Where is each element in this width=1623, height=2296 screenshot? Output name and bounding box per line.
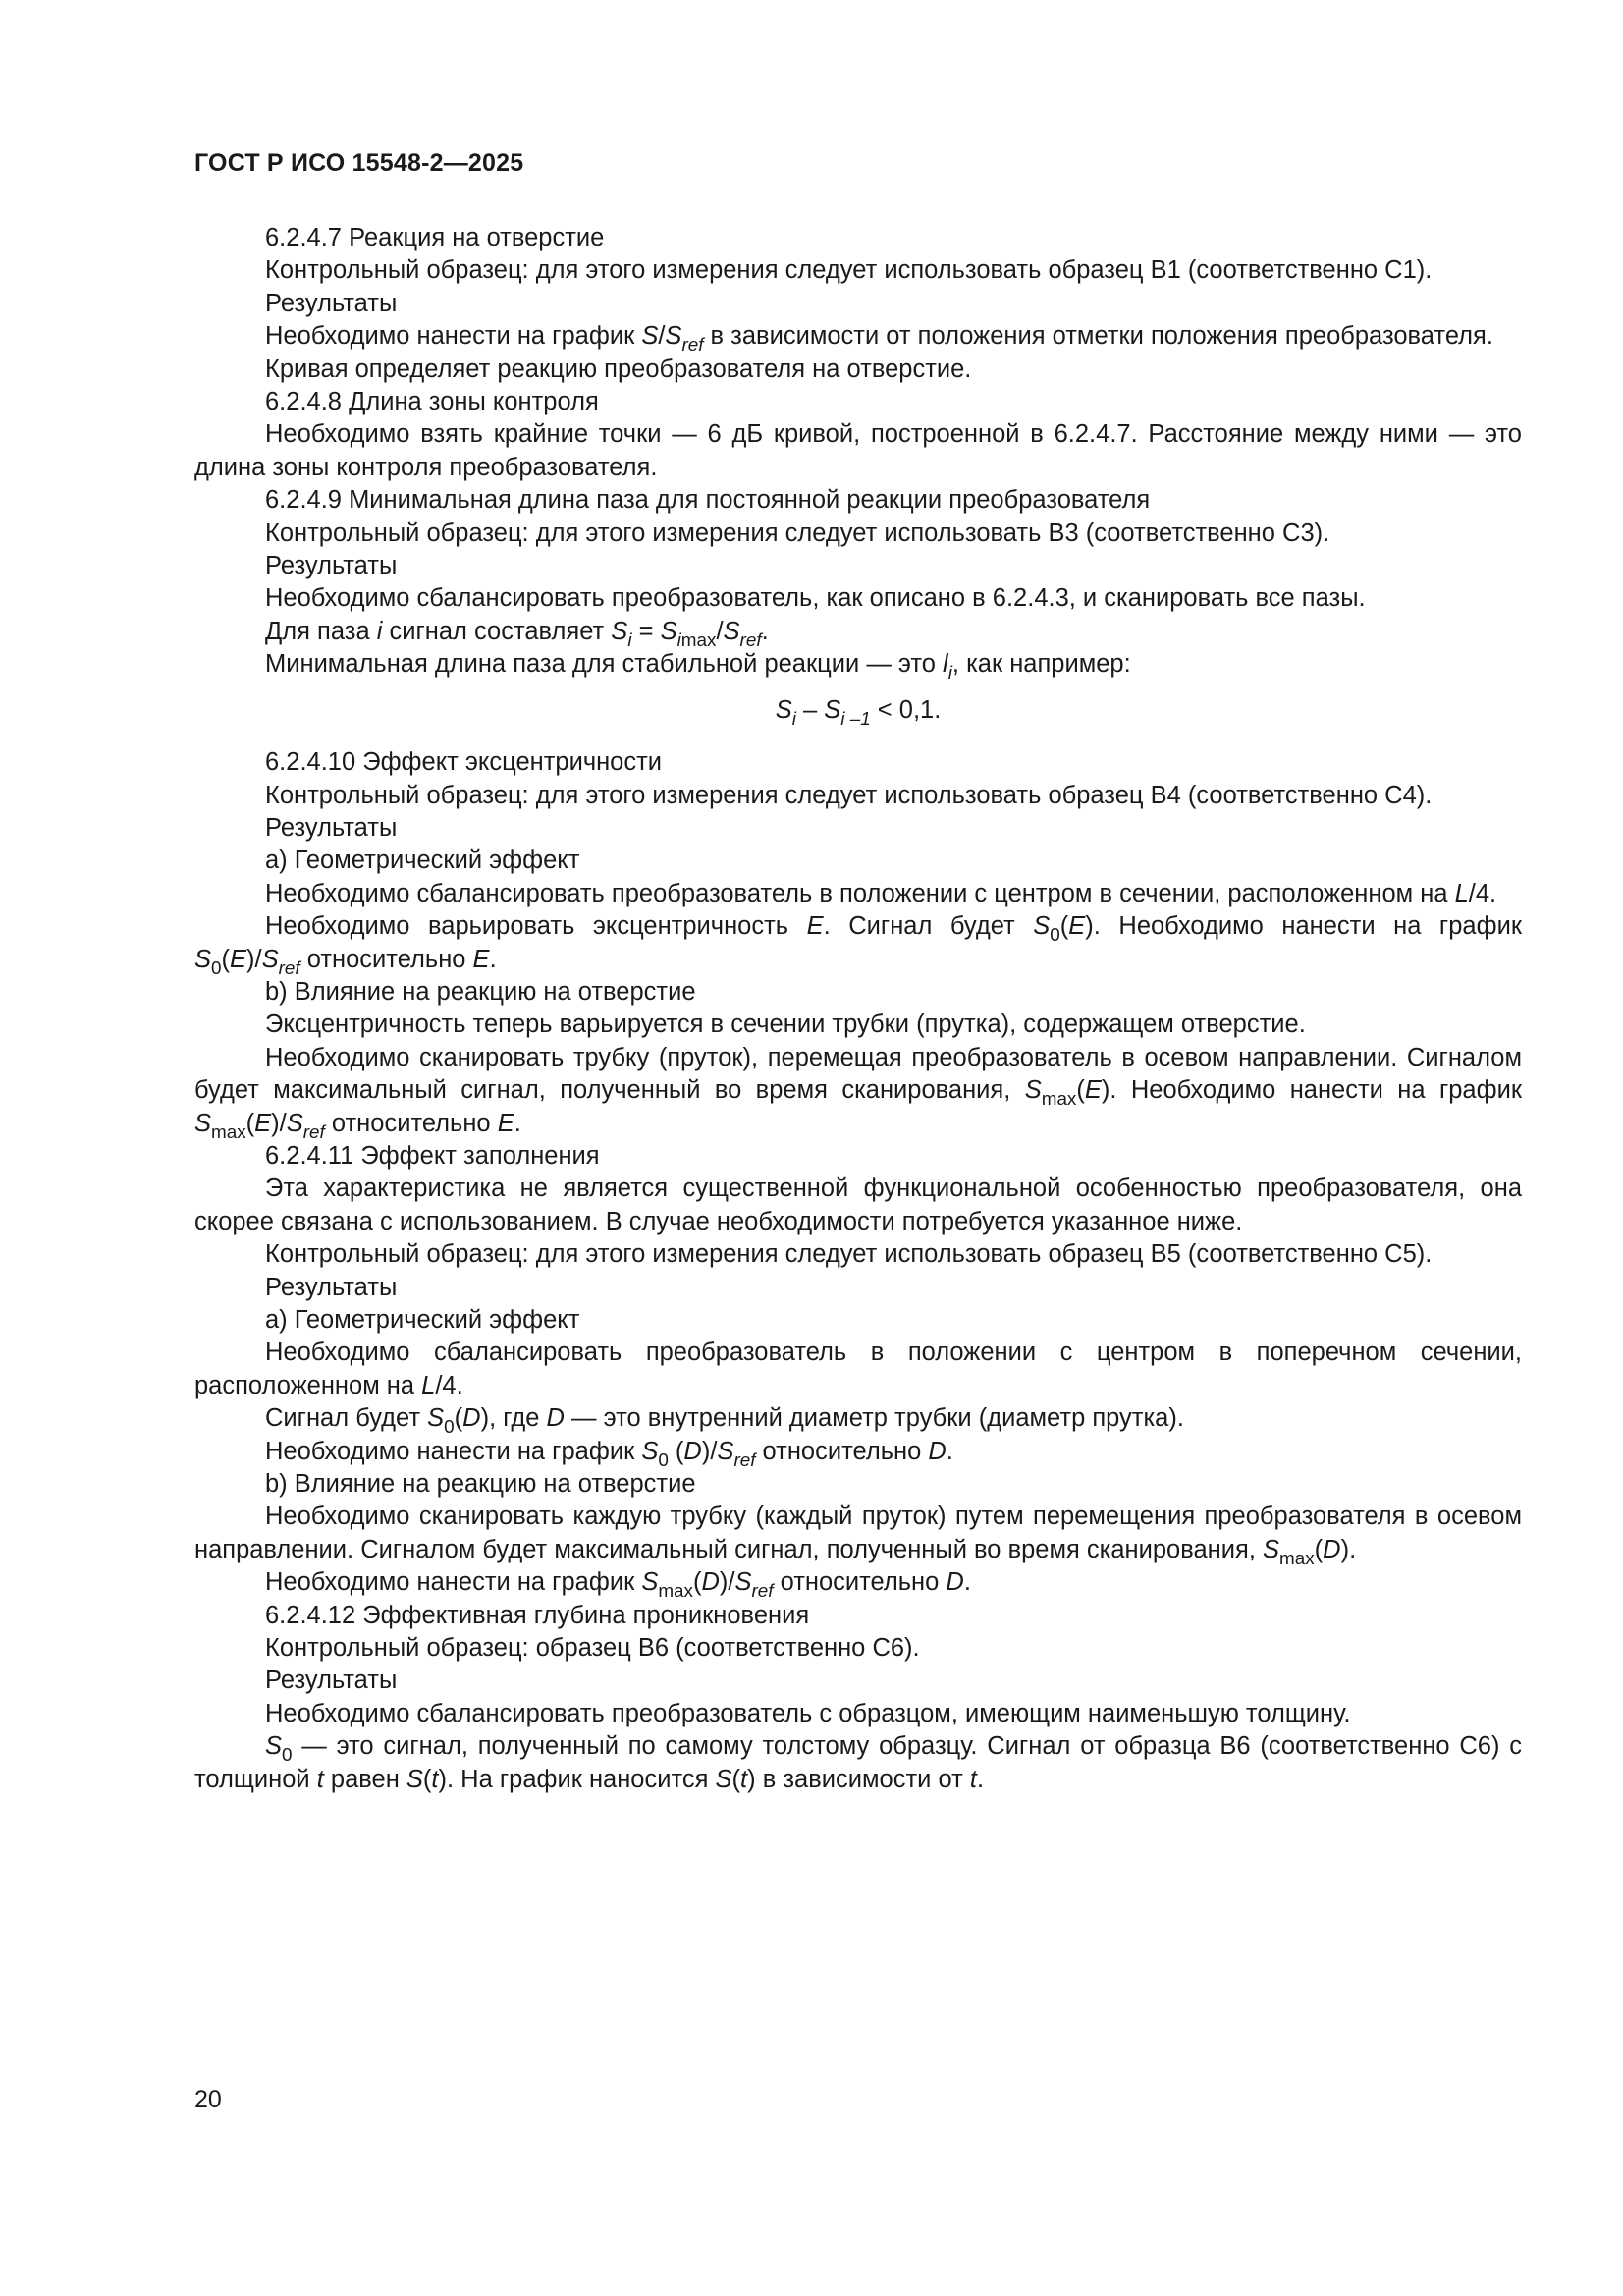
section-heading-6247: 6.2.4.7 Реакция на отверстие — [265, 224, 605, 251]
paragraph: Необходимо сканировать трубку (пруток), перемещая преобразователь в осевом направлении. Сигналом будет максимальный сигнал, полученный во время сканирования, $S_{max}(E)$. Необходимо нанести на график $S_{max}(E)/S_{ref}$ относительно E. — [194, 1043, 1522, 1142]
list-item-a: a) Геометрический эффект — [265, 1306, 580, 1334]
paragraph: $S_0$ — это сигнал, полученный по самому толстому образцу. Сигнал от образца В6 (соответственно С6) с толщиной t равен S(t). На график наносится S(t) в зависимости от t. — [194, 1732, 1522, 1793]
paragraph: Необходимо сбалансировать преобразователь в положении с центром в поперечном сечении, расположенном на L/4. — [194, 1339, 1522, 1399]
list-item-b: b) Влияние на реакцию на отверстие — [265, 1470, 696, 1499]
paragraph: Минимальная длина паза для стабильной реакции — это $l_i$, как например: — [265, 650, 1131, 683]
section-heading-6248: 6.2.4.8 Длина зоны контроля — [265, 388, 599, 416]
paragraph: Контрольный образец: для этого измерения следует использовать образец В5 (соответственно С5). — [265, 1240, 1433, 1269]
paragraph: Необходимо нанести на график $S_0$ $(D)/S_{ref}$ относительно D. — [265, 1437, 953, 1470]
list-item-a: a) Геометрический эффект — [265, 847, 580, 875]
paragraph: Сигнал будет $S_0(D)$, где D — это внутренний диаметр трубки (диаметр прутка). — [265, 1404, 1184, 1438]
formula: $S_i - S_{i -1} < 0,1$. — [775, 695, 942, 729]
paragraph: Необходимо сбалансировать преобразователь с образцом, имеющим наименьшую толщину. — [265, 1699, 1351, 1727]
results-label: Результаты — [265, 1667, 398, 1695]
document-body — [194, 222, 1522, 1796]
paragraph: Необходимо сканировать каждую трубку (каждый пруток) путем перемещения преобразователя в осевом направлении. Сигналом будет максимальный сигнал, полученный во время сканирования, $S_{max}(D)$. — [194, 1503, 1522, 1568]
paragraph: Для паза i сигнал составляет $S_i = S_{imax}/S_{ref}$. — [265, 617, 769, 651]
paragraph: Необходимо сбалансировать преобразователь в положении с центром в сечении, расположенном на L/4. — [265, 879, 1497, 907]
paragraph: Необходимо варьировать эксцентричность E. Сигнал будет $S_0(E)$. Необходимо нанести на график $S_0(E)/S_{ref}$ относительно E. — [194, 912, 1522, 978]
document-header — [194, 149, 523, 178]
section-heading-62411: 6.2.4.11 Эффект заполнения — [265, 1141, 600, 1170]
paragraph: Необходимо нанести на график $S/S_{ref}$ в зависимости от положения отметки положения преобразователя. — [265, 322, 1493, 355]
results-label: Результаты — [265, 289, 398, 317]
paragraph: Необходимо нанести на график $S_{max}(D)/S_{ref}$ относительно D. — [265, 1568, 971, 1602]
paragraph: Контрольный образец: образец В6 (соответственно С6). — [265, 1634, 920, 1663]
paragraph: Эксцентричность теперь варьируется в сечении трубки (прутка), содержащем отверстие. — [265, 1011, 1306, 1039]
paragraph: Эта характеристика не является существенной функциональной особенностью преобразователя, она скорее связана с использованием. В случае необходимости потребуется указанное ниже. — [194, 1175, 1522, 1235]
results-label: Результаты — [265, 1273, 398, 1301]
paragraph: Контрольный образец: для этого измерения следует использовать образец В4 (соответственно С4). — [265, 781, 1433, 809]
results-label: Результаты — [265, 813, 398, 842]
paragraph: Контрольный образец: для этого измерения следует использовать В3 (соответственно С3). — [265, 519, 1330, 547]
section-heading-6249: 6.2.4.9 Минимальная длина паза для постоянной реакции преобразователя — [265, 486, 1151, 515]
list-item-b: b) Влияние на реакцию на отверстие — [265, 977, 696, 1006]
paragraph: Необходимо сбалансировать преобразователь, как описано в 6.2.4.3, и сканировать все пазы. — [265, 584, 1366, 613]
section-heading-62410: 6.2.4.10 Эффект эксцентричности — [265, 748, 663, 777]
paragraph: Необходимо взять крайние точки — 6 дБ кривой, построенной в 6.2.4.7. Расстояние между ними — это длина зоны контроля преобразователя. — [194, 420, 1522, 481]
document-id: ГОСТ Р ИСО 15548-2—2025 — [194, 149, 524, 177]
results-label: Результаты — [265, 552, 398, 580]
paragraph: Кривая определяет реакцию преобразователя на отверстие. — [265, 355, 972, 383]
section-heading-62412: 6.2.4.12 Эффективная глубина проникновения — [265, 1601, 810, 1629]
paragraph: Контрольный образец: для этого измерения следует использовать образец В1 (соответственно С1). — [265, 256, 1433, 285]
page-number: 20 — [194, 2086, 222, 2113]
